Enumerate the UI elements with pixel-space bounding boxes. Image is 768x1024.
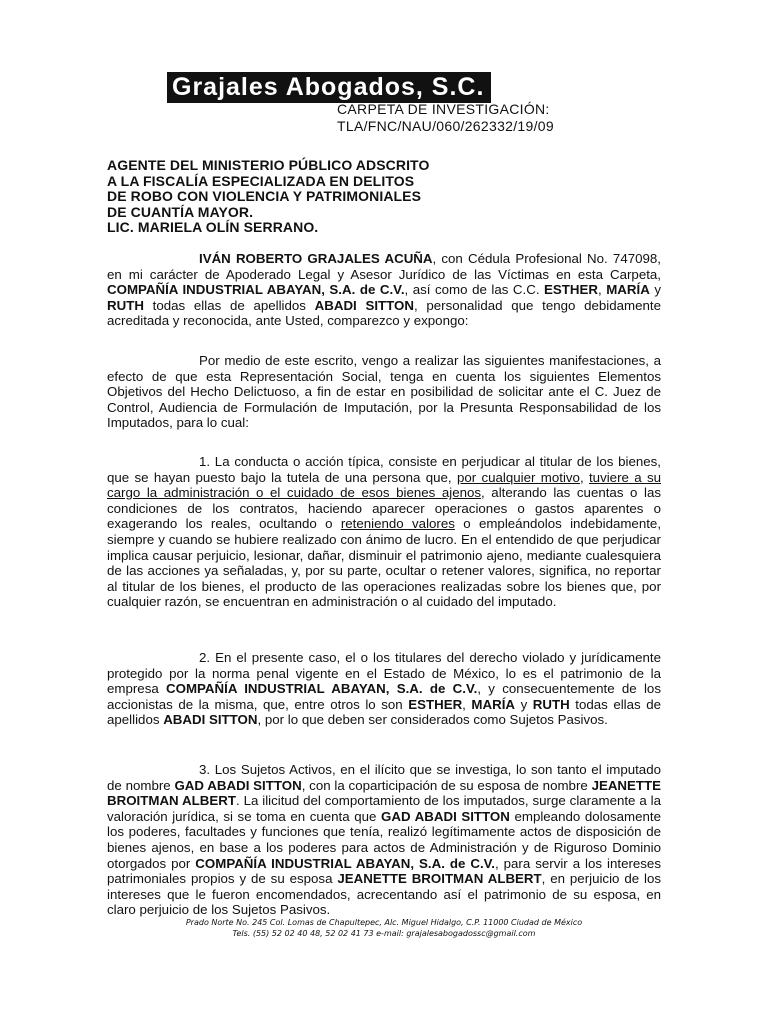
- victim-name: MARÍA: [606, 282, 650, 298]
- text-run: . La ilicitud del comportamiento de los imputados, surge claramente a la valoración jurídica, si se toma en cuenta que: [107, 793, 661, 824]
- company-name: COMPAÑÍA INDUSTRIAL ABAYAN, S.A. de C.V.: [166, 681, 478, 697]
- text-run: 2. En el presente caso, el o los titulares del derecho violado y jurídicamente protegido por la norma penal vigente en el Estado de México, lo es el patrimonio de la empresa: [107, 650, 661, 697]
- surname: ABADI SITTON: [163, 712, 258, 728]
- text-run: y: [515, 696, 533, 712]
- paragraph-point-3: [107, 762, 661, 918]
- text-run: , alterando las cuentas o las condiciones de los contratos, haciendo aparecer operaciones o gastos aparentes o exagerando los reales, ocultando o: [107, 485, 662, 532]
- letterhead: [167, 72, 491, 103]
- text-run: , así como de las C.C.: [404, 282, 545, 298]
- document-page: [107, 0, 661, 1024]
- surname: ABADI SITTON: [314, 297, 414, 313]
- text-run: , para servir a los intereses patrimoniales propios y de su esposa: [107, 855, 661, 887]
- accused-name: GAD ABADI SITTON: [381, 808, 510, 824]
- text-run: ,: [462, 696, 472, 712]
- underlined-text: tuviere a su cargo la administración o el cuidado de esos bienes ajenos: [107, 469, 661, 501]
- addressee-line: AGENTE DEL MINISTERIO PÚBLICO ADSCRITO: [107, 157, 430, 173]
- underlined-text: reteniendo valores: [340, 516, 455, 532]
- accused-name: JEANETTE BROITMAN ALBERT: [107, 777, 662, 809]
- addressee-line: DE CUANTÍA MAYOR.: [107, 203, 254, 220]
- text-run: , personalidad que tengo debidamente acreditada y reconocida, ante Usted, comparezco y expongo:: [107, 297, 661, 329]
- case-reference: [337, 101, 554, 135]
- underlined-text: por cualquier motivo: [456, 469, 580, 485]
- addressee-line: A LA FISCALÍA ESPECIALIZADA EN DELITOS: [107, 172, 415, 189]
- text-run: o empleándolos indebidamente, siempre y cuando se hubiere realizado con ánimo de lucro. En el entendido de que perjudicar implica causar perjuicio, lesionar, dañar, disminuir el patrimonio ajeno, mediante cualesquiera de las acciones ya señaladas, y, por su parte, ocultar o retener valores, significa, no reportar al titular de los bienes, el producto de las operaciones realizadas sobre los bienes que, por cualquier razón, se encuentran en administración o al cuidado del imputado.: [107, 516, 662, 610]
- victim-name: ESTHER: [544, 282, 598, 298]
- victim-name: MARÍA: [471, 696, 516, 712]
- text-run: , en perjuicio de los intereses que le fueron encomendados, acrecentando así el patrimonio de su esposa, en claro perjuicio de los Sujetos Pasivos.: [107, 871, 661, 918]
- victim-name: ESTHER: [408, 696, 463, 712]
- page-footer: [107, 917, 661, 939]
- accused-name: JEANETTE BROITMAN ALBERT: [337, 871, 542, 887]
- attorney-name: IVÁN ROBERTO GRAJALES ACUÑA: [199, 251, 433, 266]
- paragraph-appearance: [107, 251, 661, 329]
- paragraph-point-2: [107, 650, 661, 728]
- text-run: todas ellas de apellidos: [143, 297, 315, 313]
- text-run: ,: [597, 282, 607, 298]
- paragraph-intro: [107, 353, 661, 431]
- company-name: COMPAÑÍA INDUSTRIAL ABAYAN, S.A. de C.V.: [107, 282, 405, 298]
- text-run: 1. La conducta o acción típica, consiste en perjudicar al titular de los bienes, que se hayan puesto bajo la tutela de una persona que,: [107, 454, 661, 485]
- case-label: CARPETA DE INVESTIGACIÓN:: [337, 101, 550, 117]
- victim-name: RUTH: [107, 297, 144, 313]
- accused-name: GAD ABADI SITTON: [174, 777, 302, 793]
- firm-logo: Grajales Abogados, S.C.: [167, 72, 491, 103]
- paragraph-point-1: [107, 454, 661, 610]
- text-run: Por medio de este escrito, vengo a realizar las siguientes manifestaciones, a efecto de que esta Representación Social, tenga en cuenta los siguientes Elementos Objetivos del Hecho Delictuoso, a fin de estar en posibilidad de solicitar ante el C. Juez de Control, Audiencia de Formulación de Imputación, por la Presunta Responsabilidad de los Imputados, para lo cual:: [107, 353, 661, 431]
- footer-address: Prado Norte No. 245 Col. Lomas de Chapultepec, Alc. Miguel Hidalgo, C.P. 11000 Ciudad de México: [185, 918, 583, 927]
- text-run: y: [649, 282, 661, 298]
- case-number: TLA/FNC/NAU/060/262332/19/09: [337, 118, 554, 134]
- addressee-block: [107, 158, 429, 236]
- company-name: COMPAÑÍA INDUSTRIAL ABAYAN, S.A. de C.V.: [195, 855, 495, 871]
- text-run: todas ellas de apellidos: [107, 696, 662, 728]
- text-run: ,: [579, 469, 589, 485]
- text-run: , con Cédula Profesional No. 747098, en mi carácter de Apoderado Legal y Asesor Jurídico de las Víctimas en esta Carpeta,: [107, 251, 661, 282]
- addressee-line: DE ROBO CON VIOLENCIA Y PATRIMONIALES: [107, 188, 422, 204]
- footer-contact: Tels. (55) 52 02 40 48, 52 02 41 73 e-mail: grajalesabogadossc@gmail.com: [232, 929, 536, 938]
- text-run: empleando dolosamente los poderes, facultades y funciones que tenía, realizó legítimamente actos de disposición de bienes ajenos, en base a los poderes para actos de Administración y de Riguroso Dominio otorgados por: [107, 808, 661, 871]
- text-run: , y consecuentemente de los accionistas de la misma, que, entre otros lo son: [107, 681, 661, 712]
- text-run: , con la coparticipación de su esposa de nombre: [301, 777, 592, 793]
- text-run: 3. Los Sujetos Activos, en el ilícito que se investiga, lo son tanto el imputado de nombre: [107, 762, 661, 793]
- text-run: , por lo que deben ser considerados como Sujetos Pasivos.: [257, 712, 608, 728]
- addressee-line: LIC. MARIELA OLÍN SERRANO.: [107, 219, 319, 235]
- victim-name: RUTH: [532, 696, 570, 712]
